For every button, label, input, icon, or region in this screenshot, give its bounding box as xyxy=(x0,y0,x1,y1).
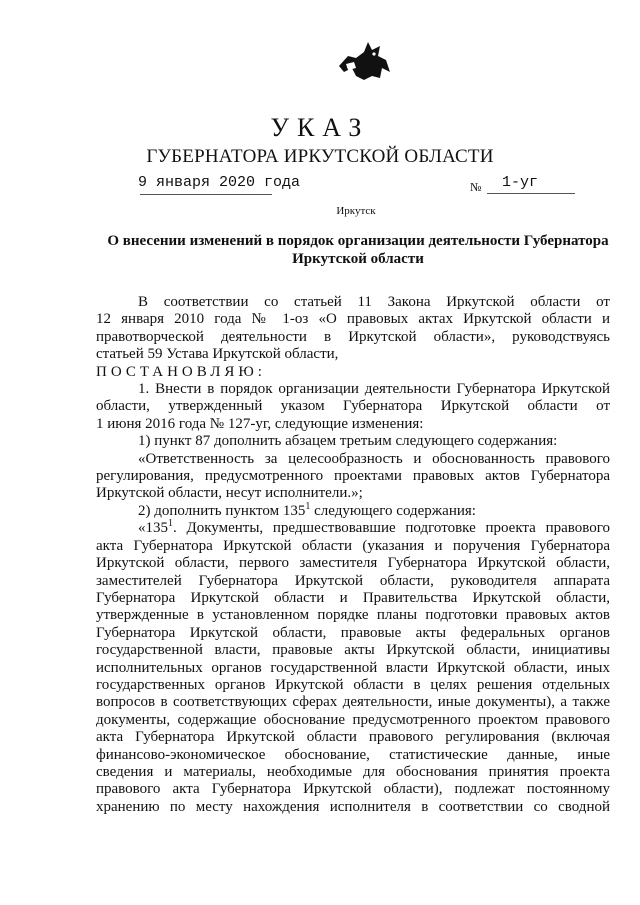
text-run: «135 xyxy=(138,520,168,537)
document-date: 9 января 2020 года xyxy=(138,174,301,191)
body-line: государственной власти, правовые акты Иркутской области, инициативы xyxy=(96,642,610,659)
body-line: статьей 59 Устава Иркутской области, xyxy=(96,346,339,363)
body-line: правового акта Губернатора Иркутской области), подлежат постоянному xyxy=(96,781,610,798)
body-line: правотворческой деятельности в Иркутской области», руководствуясь xyxy=(96,328,610,345)
body-line: Губернатора Иркутской области, правовые акты федеральных органов xyxy=(96,624,610,641)
body-line: области, утвержденный указом Губернатора Иркутской области от xyxy=(96,398,610,415)
body-line xyxy=(96,520,610,537)
superscript: 1 xyxy=(305,500,311,512)
superscript: 1 xyxy=(168,518,173,530)
number-underline xyxy=(487,193,575,194)
issuer-title: ГУБЕРНАТОРА ИРКУТСКОЙ ОБЛАСТИ xyxy=(146,146,494,167)
city: Иркутск xyxy=(336,205,376,217)
body-line: акта Губернатора Иркутской области правового регулирования (включая xyxy=(96,729,610,746)
number-sign: № xyxy=(470,180,482,194)
decree-word: ПОСТАНОВЛЯЮ: xyxy=(96,363,266,380)
document-body xyxy=(96,294,610,816)
body-line: документы, содержащие обоснование предусмотренного проектом правового xyxy=(96,711,610,728)
text-run: следующего содержания: xyxy=(310,502,476,519)
body-line: заместителей Губернатора Иркутской области, руководителя аппарата xyxy=(96,572,610,589)
body-line: хранению по месту нахождения исполнителя в соответствии со сводной xyxy=(96,798,610,815)
heading-line: О внесении изменений в порядок организации деятельности Губернатора xyxy=(107,233,609,249)
body-line: В соответствии со статьей 11 Закона Иркутской области от xyxy=(138,294,610,310)
text-run: . Документы, предшествовавшие подготовке проекта правового xyxy=(173,520,610,537)
body-line: 1 июня 2016 года № 127-уг, следующие изменения: xyxy=(96,415,424,432)
document-heading xyxy=(96,232,620,268)
body-line xyxy=(96,500,610,520)
body-line: регулирования, предусмотренного проектами правовых актов Губернатора xyxy=(96,468,610,485)
body-line: государственных органов Иркутской области в целях решения отдельных xyxy=(96,676,610,693)
document-number: 1-уг xyxy=(502,174,539,191)
text-run: 2) дополнить пунктом 135 xyxy=(138,502,306,519)
sable-coat-of-arms-icon xyxy=(334,38,394,84)
date-underline xyxy=(140,194,272,195)
body-line: исполнительных органов государственной власти Иркутской области, иных xyxy=(96,659,610,676)
body-line: Иркутской области, первого заместителя Губернатора Иркутской области, xyxy=(96,555,610,572)
body-line: Иркутской области, несут исполнители.»; xyxy=(96,485,363,502)
body-line: сведения и материалы, необходимые для обоснования принятия проекта xyxy=(96,763,610,780)
body-line: финансово-экономическое обоснование, статистические данные, иные xyxy=(96,746,610,763)
body-line: акта Губернатора Иркутской области (указания и поручения Губернатора xyxy=(96,537,610,554)
heading-line: Иркутской области xyxy=(292,251,424,267)
body-line: 1) пункт 87 дополнить абзацем третьим следующего содержания: xyxy=(138,433,558,450)
body-line: Губернатора Иркутской области и Правительства Иркутской области, xyxy=(96,589,610,606)
body-line: «Ответственность за целесообразность и обоснованность правового xyxy=(138,450,610,467)
document-type: УКАЗ xyxy=(270,113,370,142)
body-line: 1. Внести в порядок организации деятельности Губернатора Иркутской xyxy=(138,381,610,398)
body-line: 12 января 2010 года № 1-оз «О правовых актах Иркутской области и xyxy=(96,311,610,328)
body-line: вопросов в соответствующих сферах деятельности, иные документы), а также xyxy=(96,694,610,711)
body-line: утвержденные в установленном порядке планы подготовки правовых актов xyxy=(96,607,610,624)
